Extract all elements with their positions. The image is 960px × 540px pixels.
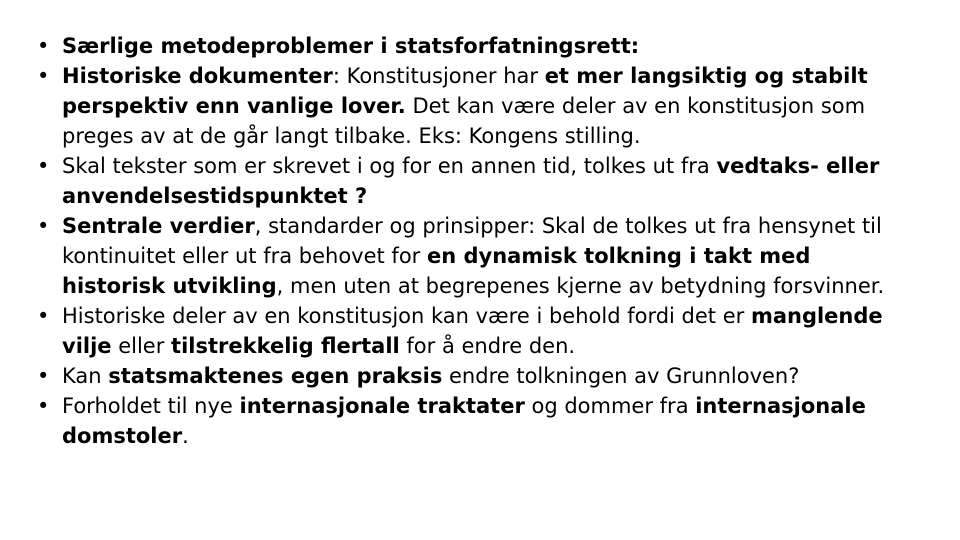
bullet-dot: • <box>37 214 50 238</box>
bullet-text-segment: tilstrekkelig flertall <box>171 334 400 358</box>
bullet-text-segment: Forholdet til nye <box>62 394 240 418</box>
bullet-text-segment: vedtaks- eller anvendelsestidspunktet ? <box>62 154 880 208</box>
bullet-text-segment: , standarder og prinsipper: Skal de tolkes ut fra hensynet til kontinuitet eller ut fra behovet for <box>62 214 882 268</box>
bullet-text-segment: . <box>182 424 189 448</box>
bullet-text-segment: og dommer fra <box>524 394 696 418</box>
bullet-item <box>37 301 917 361</box>
bullet-text-segment: Historiske dokumenter <box>62 64 333 88</box>
bullet-item <box>37 31 917 61</box>
bullet-dot: • <box>37 364 50 388</box>
bullet-text-segment: manglende vilje <box>62 304 883 358</box>
bullet-text-segment: Skal tekster som er skrevet i og for en annen tid, tolkes ut fra <box>62 154 717 178</box>
bullet-item <box>37 361 917 391</box>
bullet-list <box>37 31 917 451</box>
bullet-text-segment: Særlige metodeproblemer i statsforfatningsrett: <box>62 34 640 58</box>
bullet-text-segment: internasjonale traktater <box>239 394 525 418</box>
bullet-text-segment: : Konstitusjoner har <box>332 64 545 88</box>
bullet-item <box>37 211 917 301</box>
bullet-text-segment: endre tolkningen av Grunnloven? <box>442 364 800 388</box>
bullet-item <box>37 151 917 211</box>
bullet-dot: • <box>37 154 50 178</box>
bullet-text-segment: Det kan være deler av en konstitusjon som preges av at de går langt tilbake. Eks: Kongens stilling. <box>62 94 866 148</box>
bullet-text-segment: Historiske deler av en konstitusjon kan være i behold fordi det er <box>62 304 751 328</box>
bullet-text-segment: for å endre den. <box>399 334 576 358</box>
bullet-text-segment: et mer langsiktig og stabilt perspektiv enn vanlige lover. <box>62 64 868 118</box>
bullet-text-segment: Kan <box>62 364 109 388</box>
bullet-item <box>37 391 917 451</box>
bullet-text-segment: , men uten at begrepenes kjerne av betydning forsvinner. <box>276 274 885 298</box>
bullet-dot: • <box>37 64 50 88</box>
bullet-text-segment: statsmaktenes egen praksis <box>108 364 443 388</box>
bullet-text-segment: eller <box>111 334 172 358</box>
bullet-text-segment: Sentrale verdier <box>62 214 255 238</box>
bullet-dot: • <box>37 304 50 328</box>
bullet-text-segment: en dynamisk tolkning i takt med historisk utvikling <box>62 244 811 298</box>
bullet-dot: • <box>37 34 50 58</box>
bullet-dot: • <box>37 394 50 418</box>
bullet-text-segment: internasjonale domstoler <box>62 394 866 448</box>
bullet-item <box>37 61 917 151</box>
